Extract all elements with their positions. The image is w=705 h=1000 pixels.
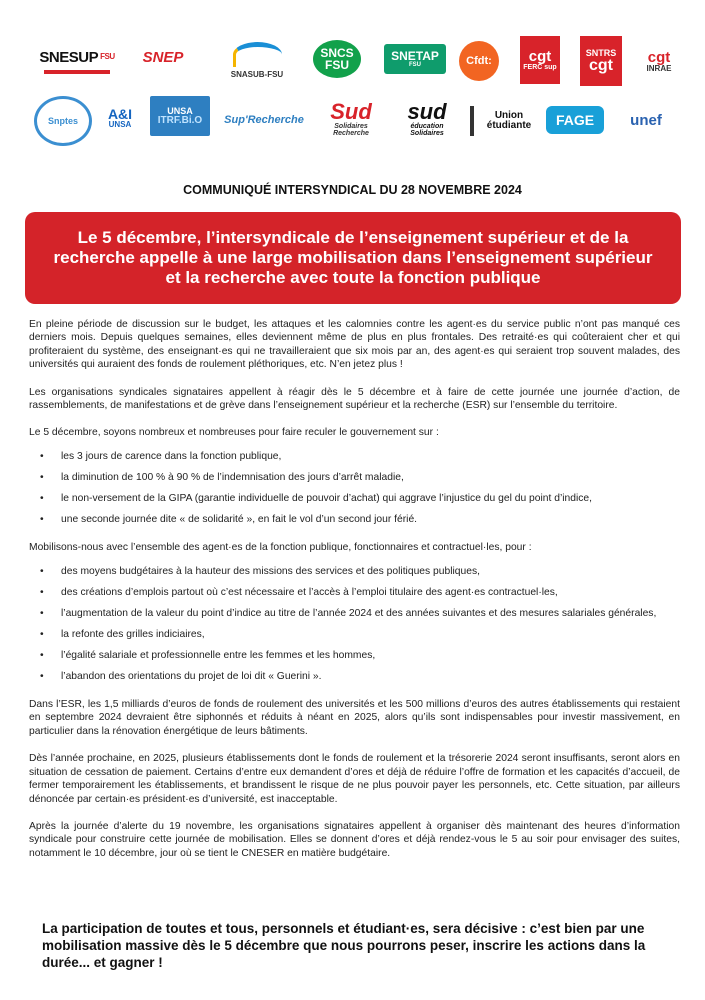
revendications-list xyxy=(29,565,680,683)
sntrs-logo-text: SNTRS xyxy=(585,47,617,58)
snesup-fsu-logo xyxy=(39,44,115,74)
cfdt-logo xyxy=(456,38,502,84)
aei-logo-text: A&I xyxy=(107,106,133,122)
snetap-logo-sub: FSU xyxy=(409,62,421,68)
sup-recherche-logo-text: Sup'Recherche xyxy=(224,113,304,126)
sud-education-logo-sub: éducation Solidaires xyxy=(410,123,444,137)
snasub-wave-icon xyxy=(233,42,282,67)
snep-logo xyxy=(123,46,203,68)
list-intro-paragraph: Mobilisons-nous avec l’ensemble des agent·es de la fonction publique, fonctionnaires et contractuel·les, pour : xyxy=(29,542,532,554)
sncs-logo-text: SNCS xyxy=(320,46,354,60)
aei-unsa-logo xyxy=(100,100,140,136)
list-item: • l’augmentation de la valeur du point d’indice au titre de l’année 2024 et des années suivantes et des mesures salariales générales, xyxy=(29,607,680,620)
cgt-inrae-logo-sub: INRAE xyxy=(646,63,672,73)
sup-recherche-logo xyxy=(226,108,302,132)
sncs-bubble-icon xyxy=(313,40,361,78)
cfdt-disc-icon xyxy=(459,41,499,81)
body-paragraph: Après la journée d’alerte du 19 novembre, les organisations signataires appellent à organiser dès maintenant des heures d’information syndicale pour construire cette journée de mobilisation. Elles se donnent d’ores et déjà rendez-vous le 5 au soir pour envisager des suites, notamment le 10 décembre, jour où se tient le CNESER en matière budgétaire. xyxy=(29,820,680,859)
snesup-logo-sub: FSU xyxy=(100,52,115,61)
unef-logo xyxy=(618,108,674,132)
snptes-logo xyxy=(34,96,92,146)
cgt-inrae-logo xyxy=(636,32,682,90)
snasub-fsu-logo xyxy=(224,40,290,80)
body-paragraph: Dans l’ESR, les 1,5 milliards d’euros de fonds de roulement des universités et les 500 millions d’euros des autres établissements qui restaient en septembre 2024 devraient être siphonnés et réduits à néant en 2025, alors qu’ils sont indispensables pour investir massivement, en particulier dans la rénovation énergétique de leurs bâtiments. xyxy=(29,699,680,737)
cfdt-logo-text: Cfdt: xyxy=(466,54,492,67)
cgt-ferc-logo-sub: FERC sup xyxy=(523,64,557,71)
list-item: • des moyens budgétaires à la hauteur des missions des services et des politiques publiques, xyxy=(29,565,680,578)
list-intro-paragraph: Le 5 décembre, soyons nombreux et nombreuses pour faire reculer le gouvernement sur : xyxy=(29,427,439,439)
cgt-ferc-logo-text: cgt xyxy=(528,48,552,65)
union-etudiante-logo xyxy=(470,106,544,136)
list-item: • la diminution de 100 % à 90 % de l’indemnisation des jours d’arrêt maladie, xyxy=(29,471,680,484)
fage-logo xyxy=(546,106,604,134)
headline-text: Le 5 décembre, l’intersyndicale de l’enseignement supérieur et de la recherche appelle à une large mobilisation dans l’enseignement supérieur et la recherche avec toute la fonction publique xyxy=(53,228,653,287)
sud-recherche-logo-text: Sud xyxy=(330,99,372,124)
list-item: • l’égalité salariale et professionnelle entre les femmes et les hommes, xyxy=(29,649,680,662)
unsa-itrf-logo-sub: ITRF.Bi.O xyxy=(157,114,203,126)
fage-logo-text: FAGE xyxy=(555,112,595,128)
sncs-logo-sub: FSU xyxy=(325,58,349,72)
headline-banner xyxy=(25,212,681,304)
union-etudiante-logo-text: Union étudiante xyxy=(486,110,532,131)
sntrs-logo-sub: cgt xyxy=(589,56,613,74)
sud-recherche-logo-sub: Solidaires Recherche xyxy=(333,123,369,137)
unsa-itrf-bio-logo xyxy=(150,96,210,136)
aei-logo-sub: UNSA xyxy=(108,120,132,129)
snetap-logo-text: SNETAP xyxy=(391,49,439,63)
sud-education-logo xyxy=(394,98,460,140)
body-paragraph: Les organisations syndicales signataires appellent à réagir dès le 5 décembre et à faire de cette journée une journée d’action, de rassemblements, de manifestations et de grève dans l’enseignement supérieur et la recherche (ESR) sur l’ensemble du territoire. xyxy=(29,386,680,412)
sntrs-cgt-logo xyxy=(580,36,622,86)
communique-heading: COMMUNIQUÉ INTERSYNDICAL DU 28 NOVEMBRE 2024 xyxy=(183,183,522,197)
cgt-ferc-sup-logo xyxy=(520,36,560,84)
list-item: • les 3 jours de carence dans la fonction publique, xyxy=(29,450,680,463)
cgt-inrae-logo-text: cgt xyxy=(647,48,671,66)
unsa-itrf-logo-text: UNSA xyxy=(167,105,193,116)
snasub-logo-text: SNASUB-FSU xyxy=(230,69,284,79)
body-paragraph: Dès l’année prochaine, en 2025, plusieurs établissements dont le fonds de roulement et la trésorerie 2024 seront insuffisants, seront alors en situation de cessation de paiement. Certains d’entre eux demandent d’ores et déjà de réduire l’offre de formation et les capacités d’accueil, de fermer temporairement les établissements, et brandissent le risque de ne plus pouvoir payer les personnels, etc. Cette situation, par ailleurs dénoncée par certain·es président·es d’université, est inacceptable. xyxy=(29,753,680,805)
sud-recherche-logo xyxy=(318,98,384,140)
gouvernement-demands-list xyxy=(29,450,680,526)
list-item: • la refonte des grilles indiciaires, xyxy=(29,628,680,641)
sud-education-logo-text: sud xyxy=(407,99,447,124)
union-logos-header xyxy=(0,0,705,170)
communique-body xyxy=(29,318,680,874)
snep-logo-text: SNEP xyxy=(142,48,184,66)
list-item: • une seconde journée dite « de solidarité », en fait le vol d’un second jour férié. xyxy=(29,513,680,526)
sncs-fsu-logo xyxy=(300,38,374,80)
list-item: • le non-versement de la GIPA (garantie individuelle de pouvoir d’achat) qui aggrave l’injustice du gel du point d’indice, xyxy=(29,492,680,505)
snptes-logo-text: Snptes xyxy=(47,115,78,126)
unef-logo-text: unef xyxy=(630,111,662,129)
body-paragraph: En pleine période de discussion sur le budget, les attaques et les calomnies contre les agent·es du service public n’ont pas manqué ces derniers mois. Depuis quelques semaines, elles deviennent même de plus en plus frontales. Des retraité·es qui coûteraient cher et qui profiteraient du système, des enseignant·es qui ne travailleraient que six mois par an, des agent·es qui seraient trop souvent malades, des universités qui auraient des fonds de roulement pléthoriques, etc. N’en jetez plus ! xyxy=(29,319,680,371)
snesup-logo-text: SNESUP xyxy=(39,48,99,66)
list-item: • l’abandon des orientations du projet de loi dit « Guerini ». xyxy=(29,670,680,683)
conclusion-text: La participation de toutes et tous, personnels et étudiant·es, sera décisive : c’est bien par une mobilisation massive dès le 5 décembre que nous pourrons peser, inscrire les actions dans la durée... et gagner ! xyxy=(42,921,646,970)
snetap-fsu-logo xyxy=(384,44,446,74)
list-item: • des créations d’emplois partout où c’est nécessaire et l’accès à l’emploi titulaire des agent·es contractuel·les, xyxy=(29,586,680,599)
